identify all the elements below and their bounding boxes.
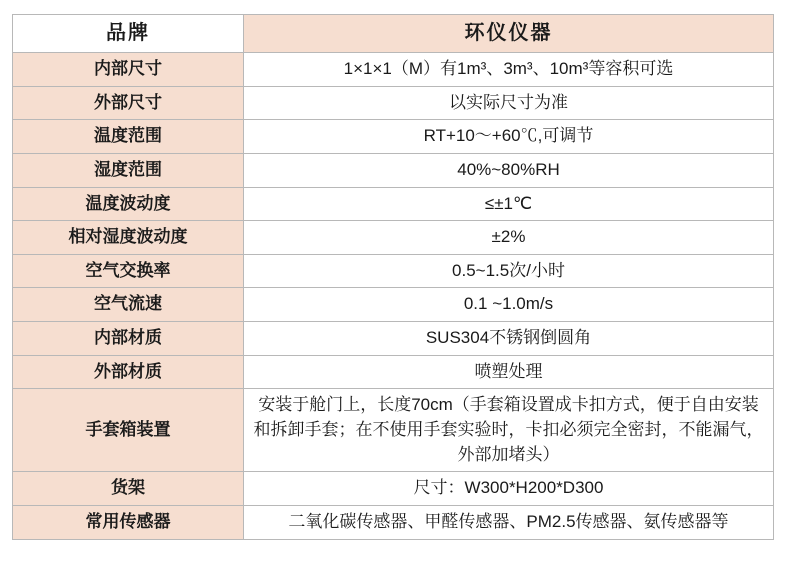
row-label: 外部尺寸 — [13, 86, 244, 120]
row-label: 货架 — [13, 472, 244, 506]
row-value: 以实际尺寸为准 — [244, 86, 774, 120]
row-label: 相对湿度波动度 — [13, 221, 244, 255]
row-value: RT+10～+60℃,可调节 — [244, 120, 774, 154]
table-row — [13, 322, 774, 356]
table-header-label: 品牌 — [13, 15, 244, 53]
table-header-value: 环仪仪器 — [244, 15, 774, 53]
row-value: ≤±1℃ — [244, 187, 774, 221]
row-label: 空气流速 — [13, 288, 244, 322]
row-label: 温度范围 — [13, 120, 244, 154]
table-row — [13, 254, 774, 288]
table-row — [13, 221, 774, 255]
row-label: 手套箱装置 — [13, 389, 244, 472]
row-value: ±2% — [244, 221, 774, 255]
table-row — [13, 153, 774, 187]
table-row — [13, 505, 774, 539]
row-value: 尺寸：W300*H200*D300 — [244, 472, 774, 506]
table-row — [13, 187, 774, 221]
row-value: 二氧化碳传感器、甲醛传感器、PM2.5传感器、氨传感器等 — [244, 505, 774, 539]
row-value: SUS304不锈钢倒圆角 — [244, 322, 774, 356]
row-label: 内部材质 — [13, 322, 244, 356]
row-value: 0.1 ~1.0m/s — [244, 288, 774, 322]
row-value: 安装于舱门上，长度70cm（手套箱设置成卡扣方式，便于自由安装和拆卸手套；在不使用手套实验时，卡扣必须完全密封，不能漏气，外部加堵头） — [244, 389, 774, 472]
row-label: 空气交换率 — [13, 254, 244, 288]
table-row — [13, 355, 774, 389]
table-body — [13, 15, 774, 540]
row-label: 湿度范围 — [13, 153, 244, 187]
table-row — [13, 53, 774, 87]
table-row — [13, 86, 774, 120]
row-value: 喷塑处理 — [244, 355, 774, 389]
specification-table — [12, 14, 774, 540]
table-row — [13, 389, 774, 472]
table-row — [13, 120, 774, 154]
table-header-row — [13, 15, 774, 53]
row-label: 外部材质 — [13, 355, 244, 389]
row-label: 温度波动度 — [13, 187, 244, 221]
row-value: 1×1×1（M）有1m³、3m³、10m³等容积可选 — [244, 53, 774, 87]
table-row — [13, 472, 774, 506]
row-value: 0.5~1.5次/小时 — [244, 254, 774, 288]
row-label: 常用传感器 — [13, 505, 244, 539]
table-row — [13, 288, 774, 322]
row-value: 40%~80%RH — [244, 153, 774, 187]
row-label: 内部尺寸 — [13, 53, 244, 87]
